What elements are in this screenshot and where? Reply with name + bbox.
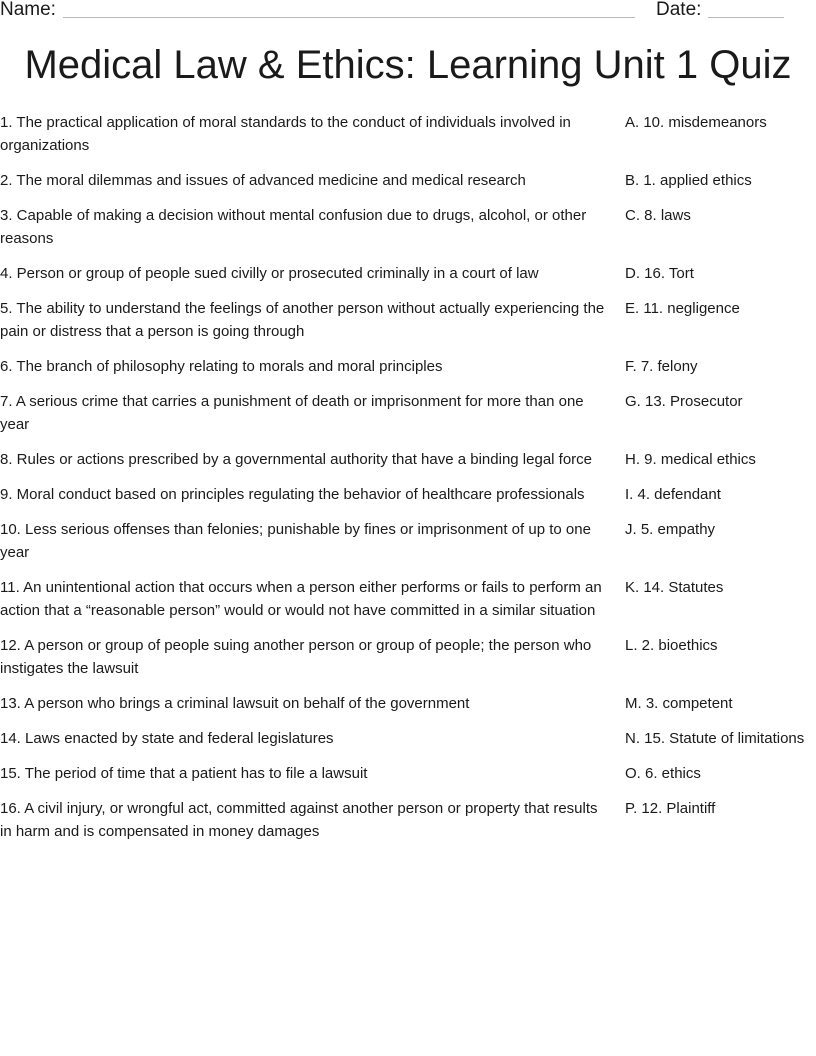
- question-text: 9. Moral conduct based on principles regulating the behavior of healthcare professionals: [0, 486, 585, 503]
- question-text: 14. Laws enacted by state and federal legislatures: [0, 730, 334, 747]
- question-text: 12. A person or group of people suing another person or group of people; the person who instigates the lawsuit: [0, 637, 592, 677]
- question-text: 13. A person who brings a criminal lawsuit on behalf of the government: [0, 695, 470, 712]
- quiz-row: [0, 262, 816, 285]
- question-text: 15. The period of time that a patient has to file a lawsuit: [0, 765, 368, 782]
- quiz-title: Medical Law & Ethics: Learning Unit 1 Quiz: [24, 43, 792, 87]
- answer-option: I. 4. defendant: [625, 486, 721, 503]
- quiz-row: [0, 518, 816, 564]
- answer-option: E. 11. negligence: [625, 300, 740, 317]
- answer-option: M. 3. competent: [625, 695, 733, 712]
- question-text: 3. Capable of making a decision without mental confusion due to drugs, alcohol, or other reasons: [0, 207, 587, 247]
- quiz-row: [0, 355, 816, 378]
- answer-option: J. 5. empathy: [625, 521, 716, 538]
- name-label: Name:: [0, 0, 56, 20]
- question-text: 8. Rules or actions prescribed by a governmental authority that have a binding legal force: [0, 451, 593, 468]
- date-label: Date:: [656, 0, 702, 20]
- question-text: 5. The ability to understand the feelings of another person without actually experiencing the pain or distress that a person is going through: [0, 300, 605, 340]
- question-text: 10. Less serious offenses than felonies; punishable by fines or imprisonment of up to one year: [0, 521, 591, 561]
- answer-option: N. 15. Statute of limitations: [625, 730, 805, 747]
- question-text: 11. An unintentional action that occurs when a person either performs or fails to perform an action that a “reasonable person” would or would not have committed in a similar situation: [0, 579, 602, 619]
- answer-option: D. 16. Tort: [625, 265, 694, 282]
- quiz-row: [0, 797, 816, 843]
- answer-option: C. 8. laws: [625, 207, 691, 224]
- answer-option: G. 13. Prosecutor: [625, 393, 743, 410]
- quiz-row: [0, 762, 816, 785]
- quiz-row: [0, 390, 816, 436]
- name-date-header: [0, 0, 816, 24]
- question-text: 4. Person or group of people sued civilly or prosecuted criminally in a court of law: [0, 265, 539, 282]
- quiz-row: [0, 483, 816, 506]
- name-blank-line[interactable]: [63, 17, 635, 18]
- quiz-row: [0, 692, 816, 715]
- answer-option: F. 7. felony: [625, 358, 698, 375]
- quiz-row: [0, 204, 816, 250]
- answer-option: L. 2. bioethics: [625, 637, 718, 654]
- question-text: 1. The practical application of moral standards to the conduct of individuals involved in organizations: [0, 114, 571, 154]
- answer-option: K. 14. Statutes: [625, 579, 724, 596]
- quiz-row: [0, 297, 816, 343]
- quiz-row: [0, 169, 816, 192]
- answer-option: A. 10. misdemeanors: [625, 114, 767, 131]
- quiz-row: [0, 634, 816, 680]
- answer-option: O. 6. ethics: [625, 765, 701, 782]
- question-text: 7. A serious crime that carries a punishment of death or imprisonment for more than one year: [0, 393, 584, 433]
- answer-option: B. 1. applied ethics: [625, 172, 752, 189]
- answer-option: H. 9. medical ethics: [625, 451, 756, 468]
- question-text: 16. A civil injury, or wrongful act, committed against another person or property that results in harm and is compensated in money damages: [0, 800, 598, 840]
- question-text: 6. The branch of philosophy relating to morals and moral principles: [0, 358, 443, 375]
- answer-option: P. 12. Plaintiff: [625, 800, 716, 817]
- date-blank-line[interactable]: [708, 17, 784, 18]
- quiz-matching-list: [0, 111, 816, 855]
- quiz-row: [0, 111, 816, 157]
- quiz-row: [0, 576, 816, 622]
- quiz-row: [0, 727, 816, 750]
- question-text: 2. The moral dilemmas and issues of advanced medicine and medical research: [0, 172, 526, 189]
- quiz-row: [0, 448, 816, 471]
